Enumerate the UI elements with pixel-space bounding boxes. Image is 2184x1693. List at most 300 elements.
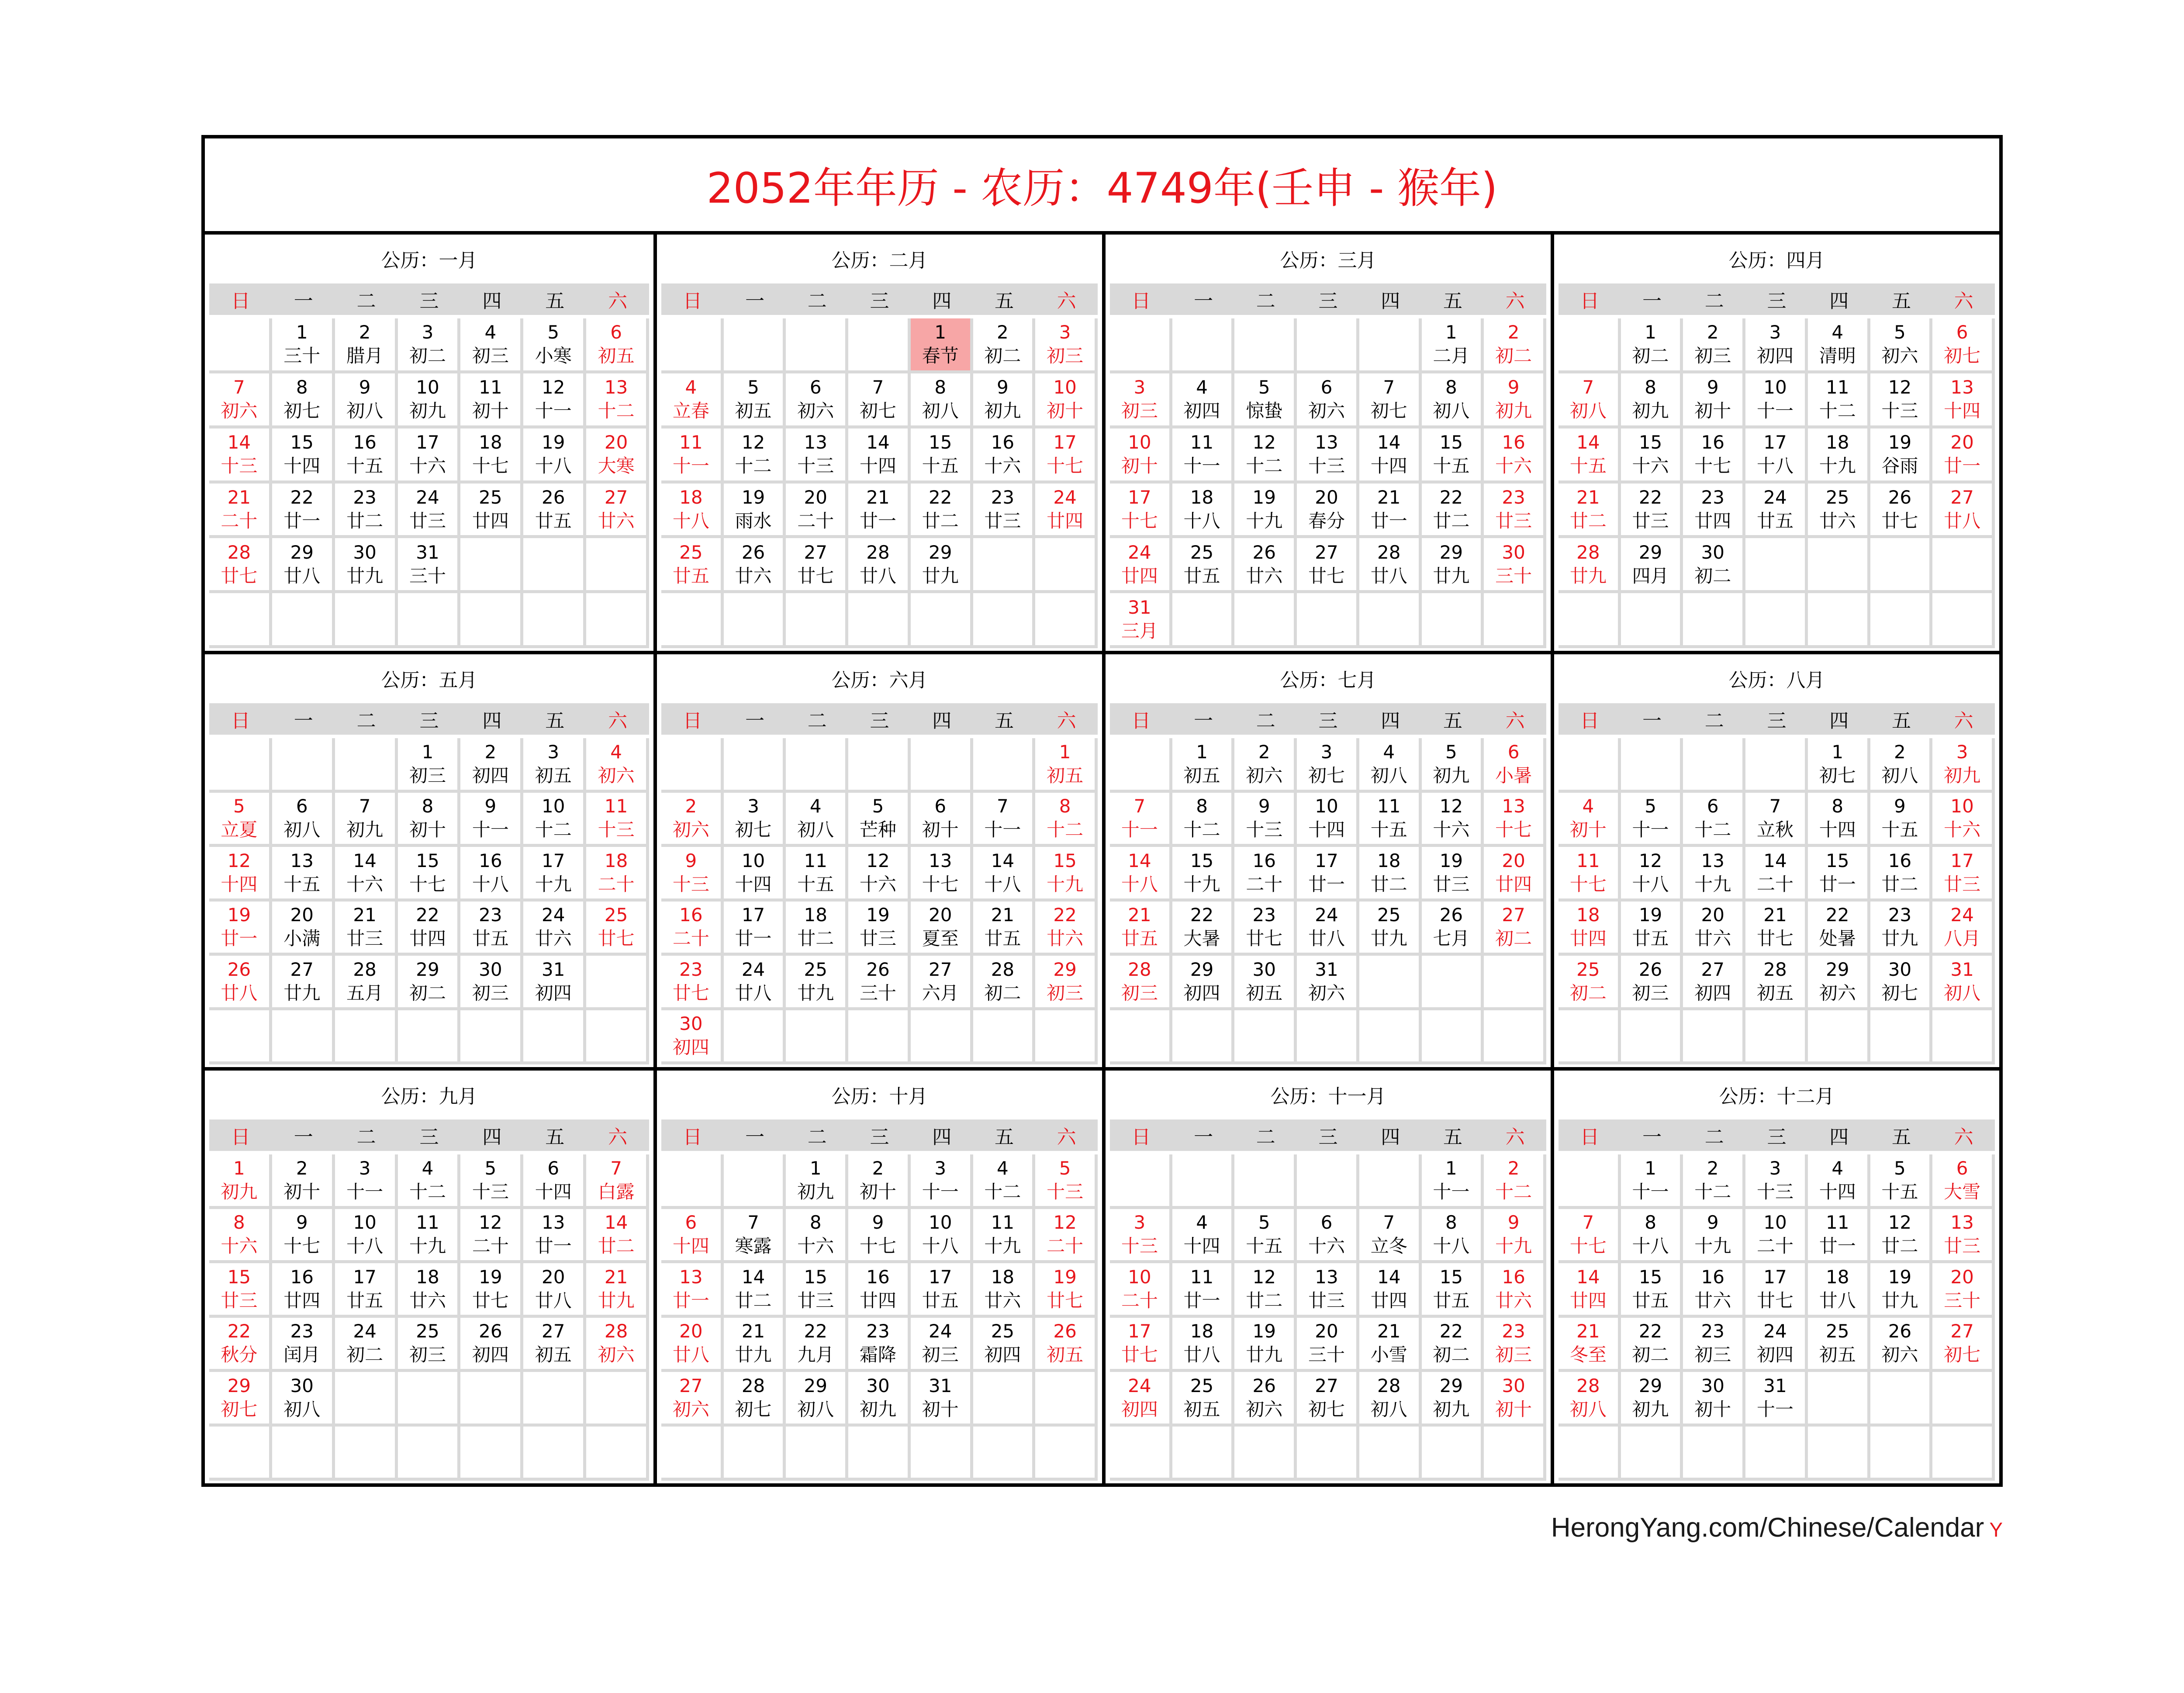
- day-cell[interactable]: [272, 1318, 335, 1372]
- day-cell[interactable]: [1932, 428, 1995, 484]
- day-cell[interactable]: [586, 902, 649, 956]
- day-cell[interactable]: [586, 1318, 649, 1372]
- day-cell[interactable]: [1621, 1154, 1683, 1209]
- day-cell[interactable]: [1745, 902, 1808, 956]
- day-cell[interactable]: [1110, 956, 1172, 1010]
- day-cell[interactable]: [661, 793, 724, 847]
- day-cell[interactable]: [1297, 1318, 1359, 1372]
- day-cell[interactable]: [209, 484, 272, 539]
- day-cell[interactable]: [661, 1318, 724, 1372]
- day-cell[interactable]: [1870, 1209, 1933, 1264]
- day-cell[interactable]: [724, 956, 786, 1010]
- day-cell[interactable]: [1422, 1372, 1484, 1427]
- day-cell[interactable]: [1234, 738, 1297, 793]
- day-cell[interactable]: [1808, 484, 1870, 539]
- footer-link[interactable]: HerongYang.com/Chinese/Calendar: [1551, 1513, 1984, 1543]
- day-cell[interactable]: [1683, 538, 1745, 593]
- day-cell[interactable]: [523, 484, 586, 539]
- day-cell[interactable]: [1422, 318, 1484, 373]
- day-cell[interactable]: [973, 373, 1036, 428]
- day-cell[interactable]: [786, 373, 848, 428]
- day-cell[interactable]: [335, 847, 398, 902]
- day-cell[interactable]: [1683, 1263, 1745, 1318]
- day-cell[interactable]: [848, 1318, 911, 1372]
- day-cell[interactable]: [1683, 1209, 1745, 1264]
- day-cell[interactable]: [1932, 956, 1995, 1010]
- day-cell[interactable]: [848, 1372, 911, 1427]
- day-cell[interactable]: [398, 793, 461, 847]
- day-cell[interactable]: [1422, 1263, 1484, 1318]
- day-cell[interactable]: [1234, 1209, 1297, 1264]
- day-cell[interactable]: [398, 1263, 461, 1318]
- day-cell[interactable]: [1870, 902, 1933, 956]
- day-cell[interactable]: [398, 738, 461, 793]
- day-cell[interactable]: [1110, 1372, 1172, 1427]
- day-cell[interactable]: [1234, 902, 1297, 956]
- day-cell[interactable]: [1870, 484, 1933, 539]
- day-cell[interactable]: [724, 484, 786, 539]
- day-cell[interactable]: [1359, 1372, 1422, 1427]
- day-cell[interactable]: [1745, 1154, 1808, 1209]
- day-cell[interactable]: [1484, 1372, 1546, 1427]
- day-cell[interactable]: [1559, 538, 1621, 593]
- day-cell[interactable]: [1172, 793, 1235, 847]
- day-cell[interactable]: [1621, 902, 1683, 956]
- day-cell[interactable]: [786, 1263, 848, 1318]
- day-cell[interactable]: [1559, 847, 1621, 902]
- day-cell[interactable]: [1110, 484, 1172, 539]
- day-cell[interactable]: [1621, 793, 1683, 847]
- day-cell[interactable]: [1932, 1154, 1995, 1209]
- day-cell[interactable]: [1484, 902, 1546, 956]
- day-cell[interactable]: [1172, 738, 1235, 793]
- day-cell[interactable]: [523, 373, 586, 428]
- day-cell[interactable]: [1683, 956, 1745, 1010]
- day-cell[interactable]: [1035, 956, 1098, 1010]
- day-cell[interactable]: [1422, 484, 1484, 539]
- day-cell[interactable]: [848, 484, 911, 539]
- day-cell[interactable]: [335, 1209, 398, 1264]
- day-cell[interactable]: [1745, 956, 1808, 1010]
- day-cell[interactable]: [460, 793, 523, 847]
- day-cell[interactable]: [1035, 373, 1098, 428]
- day-cell[interactable]: [724, 902, 786, 956]
- day-cell[interactable]: [398, 1209, 461, 1264]
- day-cell[interactable]: [1870, 1154, 1933, 1209]
- day-cell[interactable]: [1870, 373, 1933, 428]
- day-cell[interactable]: [1110, 1318, 1172, 1372]
- day-cell[interactable]: [911, 538, 973, 593]
- day-cell[interactable]: [1035, 1154, 1098, 1209]
- day-cell[interactable]: [1621, 428, 1683, 484]
- day-cell[interactable]: [272, 373, 335, 428]
- day-cell[interactable]: [523, 793, 586, 847]
- day-cell[interactable]: [1297, 1372, 1359, 1427]
- day-cell[interactable]: [1422, 847, 1484, 902]
- day-cell[interactable]: [586, 484, 649, 539]
- day-cell[interactable]: [911, 428, 973, 484]
- day-cell[interactable]: [1422, 902, 1484, 956]
- day-cell[interactable]: [460, 1154, 523, 1209]
- day-cell[interactable]: [1808, 793, 1870, 847]
- day-cell[interactable]: [911, 1318, 973, 1372]
- day-cell[interactable]: [586, 1154, 649, 1209]
- day-cell[interactable]: [1621, 373, 1683, 428]
- day-cell[interactable]: [1422, 373, 1484, 428]
- day-cell[interactable]: [209, 428, 272, 484]
- day-cell[interactable]: [1234, 428, 1297, 484]
- day-cell[interactable]: [1683, 373, 1745, 428]
- day-cell[interactable]: [1808, 902, 1870, 956]
- day-cell[interactable]: [523, 738, 586, 793]
- day-cell[interactable]: [1234, 956, 1297, 1010]
- day-cell[interactable]: [724, 1209, 786, 1264]
- day-cell[interactable]: [1808, 1263, 1870, 1318]
- day-cell[interactable]: [1683, 318, 1745, 373]
- day-cell[interactable]: [1745, 847, 1808, 902]
- day-cell[interactable]: [1035, 738, 1098, 793]
- day-cell[interactable]: [335, 484, 398, 539]
- day-cell[interactable]: [335, 1318, 398, 1372]
- day-cell[interactable]: [1172, 902, 1235, 956]
- day-cell[interactable]: [1035, 428, 1098, 484]
- day-cell[interactable]: [586, 738, 649, 793]
- day-cell[interactable]: [272, 902, 335, 956]
- day-cell[interactable]: [209, 793, 272, 847]
- day-cell[interactable]: [1297, 738, 1359, 793]
- day-cell[interactable]: [586, 318, 649, 373]
- day-cell[interactable]: [786, 1209, 848, 1264]
- day-cell[interactable]: [1110, 428, 1172, 484]
- day-cell[interactable]: [523, 428, 586, 484]
- day-cell[interactable]: [460, 318, 523, 373]
- day-cell[interactable]: [1559, 373, 1621, 428]
- day-cell[interactable]: [786, 956, 848, 1010]
- day-cell[interactable]: [1297, 793, 1359, 847]
- day-cell[interactable]: [272, 1209, 335, 1264]
- day-cell[interactable]: [848, 538, 911, 593]
- day-cell[interactable]: [1234, 1318, 1297, 1372]
- day-cell[interactable]: [1621, 318, 1683, 373]
- day-cell[interactable]: [1359, 538, 1422, 593]
- day-cell[interactable]: [973, 902, 1036, 956]
- day-cell[interactable]: [586, 428, 649, 484]
- day-cell[interactable]: [272, 428, 335, 484]
- day-cell[interactable]: [786, 902, 848, 956]
- day-cell[interactable]: [1172, 373, 1235, 428]
- day-cell[interactable]: [1870, 738, 1933, 793]
- day-cell[interactable]: [973, 1318, 1036, 1372]
- day-cell[interactable]: [661, 1263, 724, 1318]
- day-cell[interactable]: [1035, 1318, 1098, 1372]
- day-cell[interactable]: [523, 1154, 586, 1209]
- day-cell[interactable]: [911, 847, 973, 902]
- day-cell[interactable]: [1683, 793, 1745, 847]
- day-cell[interactable]: [1234, 793, 1297, 847]
- day-cell[interactable]: [1035, 793, 1098, 847]
- day-cell[interactable]: [661, 1372, 724, 1427]
- day-cell[interactable]: [1559, 793, 1621, 847]
- day-cell[interactable]: [398, 484, 461, 539]
- day-cell[interactable]: [209, 1372, 272, 1427]
- day-cell[interactable]: [1297, 484, 1359, 539]
- day-cell[interactable]: [272, 847, 335, 902]
- day-cell[interactable]: [1172, 484, 1235, 539]
- day-cell[interactable]: [335, 1154, 398, 1209]
- day-cell[interactable]: [1297, 1263, 1359, 1318]
- day-cell[interactable]: [523, 1263, 586, 1318]
- day-cell[interactable]: [911, 1263, 973, 1318]
- day-cell[interactable]: [1745, 484, 1808, 539]
- day-cell[interactable]: [661, 1010, 724, 1065]
- day-cell[interactable]: [335, 1263, 398, 1318]
- day-cell[interactable]: [1683, 847, 1745, 902]
- day-cell[interactable]: [724, 538, 786, 593]
- day-cell[interactable]: [1932, 318, 1995, 373]
- day-cell[interactable]: [1035, 902, 1098, 956]
- day-cell[interactable]: [1035, 318, 1098, 373]
- day-cell[interactable]: [1932, 1318, 1995, 1372]
- day-cell[interactable]: [1745, 1318, 1808, 1372]
- day-cell[interactable]: [1932, 793, 1995, 847]
- day-cell[interactable]: [661, 373, 724, 428]
- day-cell[interactable]: [1297, 847, 1359, 902]
- day-cell[interactable]: [848, 373, 911, 428]
- day-cell[interactable]: [1422, 1154, 1484, 1209]
- day-cell[interactable]: [911, 793, 973, 847]
- day-cell[interactable]: [661, 847, 724, 902]
- day-cell[interactable]: [272, 1154, 335, 1209]
- day-cell[interactable]: [586, 847, 649, 902]
- day-cell[interactable]: [1035, 847, 1098, 902]
- day-cell[interactable]: [272, 484, 335, 539]
- day-cell[interactable]: [1932, 1209, 1995, 1264]
- day-cell[interactable]: [1484, 538, 1546, 593]
- day-cell[interactable]: [848, 1263, 911, 1318]
- day-cell[interactable]: [586, 1209, 649, 1264]
- day-cell[interactable]: [1484, 847, 1546, 902]
- day-cell[interactable]: [848, 902, 911, 956]
- day-cell[interactable]: [1808, 1154, 1870, 1209]
- day-cell[interactable]: [398, 1154, 461, 1209]
- day-cell[interactable]: [1172, 538, 1235, 593]
- day-cell[interactable]: [973, 484, 1036, 539]
- day-cell[interactable]: [1683, 428, 1745, 484]
- day-cell[interactable]: [272, 956, 335, 1010]
- day-cell[interactable]: [272, 793, 335, 847]
- day-cell[interactable]: [1932, 847, 1995, 902]
- day-cell[interactable]: [911, 902, 973, 956]
- day-cell[interactable]: [1484, 318, 1546, 373]
- day-cell[interactable]: [1932, 738, 1995, 793]
- day-cell[interactable]: [460, 1263, 523, 1318]
- day-cell[interactable]: [1297, 1209, 1359, 1264]
- day-cell[interactable]: [786, 484, 848, 539]
- day-cell[interactable]: [1683, 484, 1745, 539]
- day-cell[interactable]: [1870, 428, 1933, 484]
- day-cell[interactable]: [1110, 793, 1172, 847]
- day-cell[interactable]: [973, 1209, 1036, 1264]
- day-cell[interactable]: [786, 847, 848, 902]
- day-cell[interactable]: [1621, 1372, 1683, 1427]
- day-cell[interactable]: [661, 538, 724, 593]
- day-cell[interactable]: [1110, 593, 1172, 648]
- day-cell[interactable]: [1359, 902, 1422, 956]
- day-cell[interactable]: [1035, 1209, 1098, 1264]
- day-cell[interactable]: [1359, 1318, 1422, 1372]
- day-cell[interactable]: [1559, 1209, 1621, 1264]
- day-cell[interactable]: [1172, 847, 1235, 902]
- day-cell[interactable]: [1932, 484, 1995, 539]
- day-cell[interactable]: [973, 1154, 1036, 1209]
- day-cell[interactable]: [1870, 793, 1933, 847]
- day-cell[interactable]: [724, 428, 786, 484]
- day-cell[interactable]: [1110, 847, 1172, 902]
- day-cell[interactable]: [1234, 847, 1297, 902]
- day-cell[interactable]: [1172, 1263, 1235, 1318]
- day-cell[interactable]: [724, 1318, 786, 1372]
- day-cell[interactable]: [460, 738, 523, 793]
- day-cell[interactable]: [661, 1209, 724, 1264]
- day-cell[interactable]: [973, 956, 1036, 1010]
- day-cell[interactable]: [523, 1209, 586, 1264]
- day-cell[interactable]: [460, 373, 523, 428]
- day-cell[interactable]: [398, 428, 461, 484]
- day-cell[interactable]: [1297, 956, 1359, 1010]
- day-cell[interactable]: [1559, 484, 1621, 539]
- day-cell[interactable]: [1359, 1209, 1422, 1264]
- day-cell[interactable]: [911, 1209, 973, 1264]
- day-cell[interactable]: [724, 793, 786, 847]
- day-cell[interactable]: [272, 1372, 335, 1427]
- day-cell[interactable]: [1172, 428, 1235, 484]
- day-cell[interactable]: [523, 847, 586, 902]
- day-cell[interactable]: [1870, 318, 1933, 373]
- day-cell[interactable]: [1422, 738, 1484, 793]
- day-cell[interactable]: [1359, 428, 1422, 484]
- day-cell[interactable]: [335, 902, 398, 956]
- day-cell[interactable]: [209, 1154, 272, 1209]
- day-cell[interactable]: [1035, 484, 1098, 539]
- day-cell[interactable]: [1559, 956, 1621, 1010]
- day-cell[interactable]: [911, 318, 973, 373]
- day-cell[interactable]: [1110, 902, 1172, 956]
- day-cell[interactable]: [1297, 538, 1359, 593]
- day-cell[interactable]: [1559, 1372, 1621, 1427]
- day-cell[interactable]: [848, 428, 911, 484]
- day-cell[interactable]: [1621, 538, 1683, 593]
- day-cell[interactable]: [209, 1263, 272, 1318]
- day-cell[interactable]: [1484, 428, 1546, 484]
- day-cell[interactable]: [1110, 1209, 1172, 1264]
- day-cell[interactable]: [272, 318, 335, 373]
- day-cell[interactable]: [724, 1372, 786, 1427]
- day-cell[interactable]: [724, 373, 786, 428]
- day-cell[interactable]: [1359, 847, 1422, 902]
- day-cell[interactable]: [1870, 956, 1933, 1010]
- day-cell[interactable]: [460, 1318, 523, 1372]
- day-cell[interactable]: [586, 1263, 649, 1318]
- day-cell[interactable]: [1870, 1263, 1933, 1318]
- day-cell[interactable]: [1110, 538, 1172, 593]
- day-cell[interactable]: [209, 538, 272, 593]
- day-cell[interactable]: [848, 956, 911, 1010]
- day-cell[interactable]: [1621, 956, 1683, 1010]
- day-cell[interactable]: [1297, 428, 1359, 484]
- day-cell[interactable]: [661, 956, 724, 1010]
- day-cell[interactable]: [1745, 1263, 1808, 1318]
- day-cell[interactable]: [460, 484, 523, 539]
- day-cell[interactable]: [272, 1263, 335, 1318]
- day-cell[interactable]: [661, 428, 724, 484]
- day-cell[interactable]: [1359, 373, 1422, 428]
- day-cell[interactable]: [1745, 428, 1808, 484]
- day-cell[interactable]: [786, 1318, 848, 1372]
- day-cell[interactable]: [1559, 428, 1621, 484]
- day-cell[interactable]: [1808, 428, 1870, 484]
- day-cell[interactable]: [398, 318, 461, 373]
- day-cell[interactable]: [786, 1154, 848, 1209]
- day-cell[interactable]: [1484, 1154, 1546, 1209]
- day-cell[interactable]: [911, 956, 973, 1010]
- day-cell[interactable]: [1932, 1263, 1995, 1318]
- day-cell[interactable]: [1359, 793, 1422, 847]
- day-cell[interactable]: [209, 1209, 272, 1264]
- day-cell[interactable]: [661, 484, 724, 539]
- day-cell[interactable]: [724, 1263, 786, 1318]
- day-cell[interactable]: [1870, 1318, 1933, 1372]
- day-cell[interactable]: [1808, 318, 1870, 373]
- day-cell[interactable]: [209, 373, 272, 428]
- day-cell[interactable]: [335, 793, 398, 847]
- day-cell[interactable]: [1808, 956, 1870, 1010]
- day-cell[interactable]: [973, 318, 1036, 373]
- day-cell[interactable]: [848, 1209, 911, 1264]
- day-cell[interactable]: [1422, 428, 1484, 484]
- day-cell[interactable]: [523, 902, 586, 956]
- day-cell[interactable]: [1808, 847, 1870, 902]
- day-cell[interactable]: [398, 847, 461, 902]
- day-cell[interactable]: [1035, 1263, 1098, 1318]
- day-cell[interactable]: [1621, 847, 1683, 902]
- day-cell[interactable]: [460, 902, 523, 956]
- day-cell[interactable]: [1110, 373, 1172, 428]
- day-cell[interactable]: [1745, 373, 1808, 428]
- day-cell[interactable]: [1932, 902, 1995, 956]
- day-cell[interactable]: [460, 428, 523, 484]
- day-cell[interactable]: [1621, 1209, 1683, 1264]
- day-cell[interactable]: [1870, 847, 1933, 902]
- day-cell[interactable]: [398, 902, 461, 956]
- day-cell[interactable]: [209, 847, 272, 902]
- day-cell[interactable]: [1683, 1318, 1745, 1372]
- day-cell[interactable]: [724, 847, 786, 902]
- day-cell[interactable]: [786, 793, 848, 847]
- day-cell[interactable]: [398, 1318, 461, 1372]
- day-cell[interactable]: [911, 373, 973, 428]
- day-cell[interactable]: [1234, 484, 1297, 539]
- day-cell[interactable]: [398, 373, 461, 428]
- day-cell[interactable]: [272, 538, 335, 593]
- day-cell[interactable]: [460, 847, 523, 902]
- day-cell[interactable]: [1683, 902, 1745, 956]
- day-cell[interactable]: [209, 956, 272, 1010]
- day-cell[interactable]: [1808, 1209, 1870, 1264]
- day-cell[interactable]: [1359, 1263, 1422, 1318]
- day-cell[interactable]: [1745, 1209, 1808, 1264]
- day-cell[interactable]: [911, 484, 973, 539]
- day-cell[interactable]: [523, 1318, 586, 1372]
